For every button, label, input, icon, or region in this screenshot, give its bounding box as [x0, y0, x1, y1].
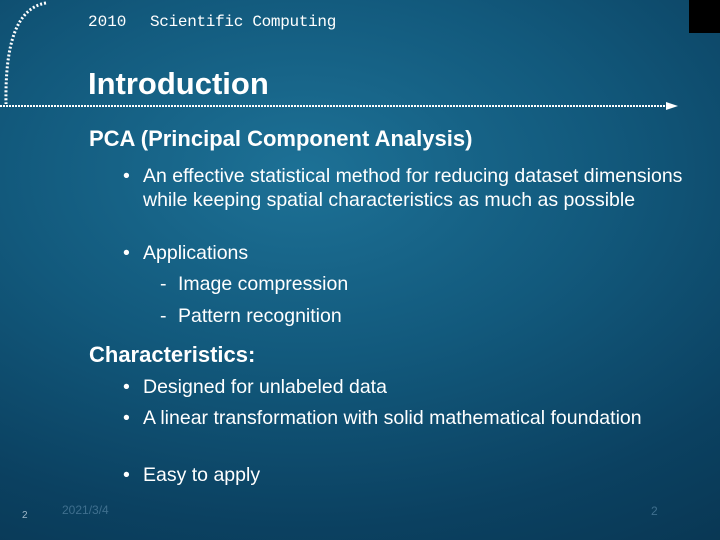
decorative-arc	[0, 0, 48, 108]
subitem-pattern-recognition	[160, 305, 342, 328]
bullet-pca-definition	[123, 164, 693, 212]
footer-date: 2021/3/4	[62, 503, 109, 517]
header-course-title: Scientific Computing	[150, 13, 337, 31]
section-heading-characteristics: Characteristics:	[89, 342, 256, 367]
bullet-text: Applications	[143, 242, 249, 264]
title-underline-arrow	[0, 96, 680, 116]
bullet-icon: •	[123, 376, 130, 398]
bullet-text: Designed for unlabeled data	[143, 376, 387, 398]
footer-page-number: 2	[651, 504, 658, 518]
slide-title: Introduction	[88, 66, 269, 101]
subitem-text: Image compression	[178, 273, 349, 295]
bullet-text: A linear transformation with solid mathematical foundation	[143, 407, 642, 429]
bullet-applications	[123, 241, 693, 265]
bullet-icon: •	[123, 464, 130, 486]
bullet-icon: •	[123, 407, 130, 429]
header-year: 2010	[88, 13, 127, 31]
bullet-icon: •	[123, 242, 130, 264]
bullet-icon: •	[123, 165, 130, 187]
subitem-text: Pattern recognition	[178, 305, 342, 327]
dash-icon: -	[160, 273, 167, 295]
bullet-text: Easy to apply	[143, 464, 261, 486]
bullet-linear-transformation	[123, 406, 663, 430]
slide-number-left: 2	[22, 510, 28, 521]
dash-icon: -	[160, 305, 167, 327]
corner-block	[689, 0, 720, 33]
section-heading-pca: PCA (Principal Component Analysis)	[89, 126, 473, 151]
bullet-unlabeled-data	[123, 375, 693, 399]
subitem-image-compression	[160, 273, 348, 296]
bullet-text: An effective statistical method for reducing dataset dimensions while keeping spatial characteristics as much as possible	[143, 165, 683, 211]
bullet-easy-to-apply	[123, 463, 693, 487]
